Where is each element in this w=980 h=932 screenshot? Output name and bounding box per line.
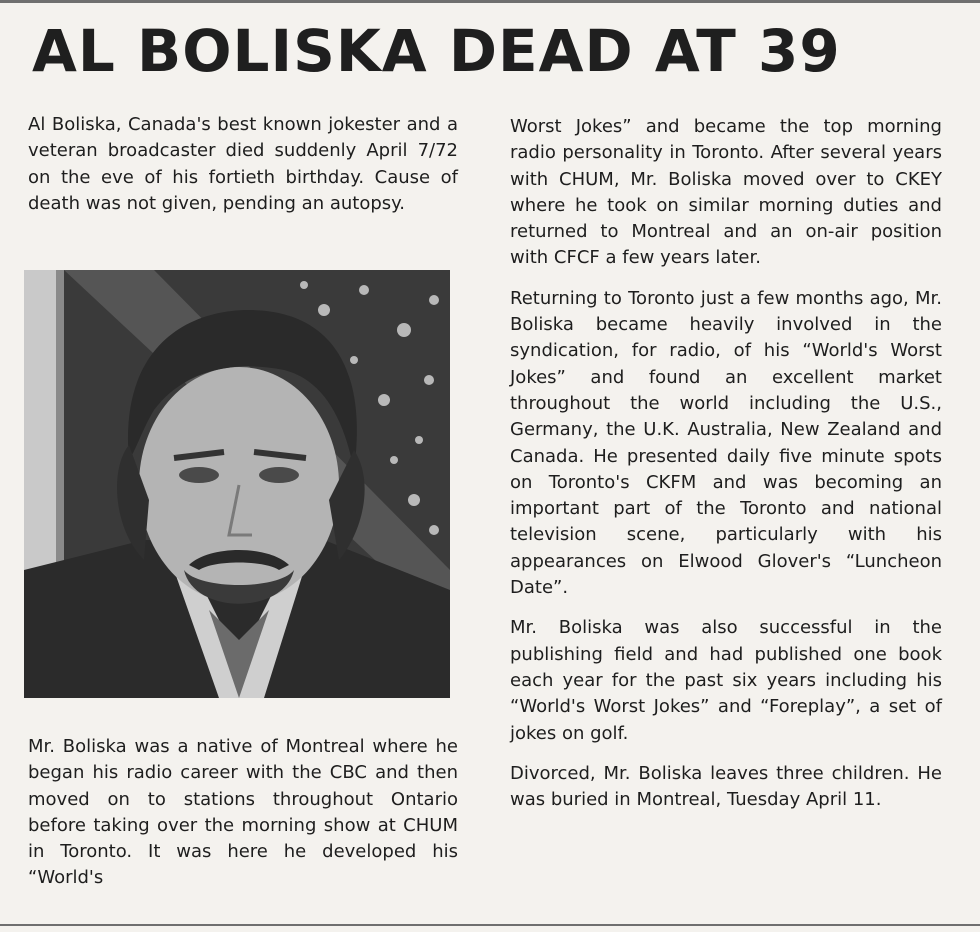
left-column-bottom xyxy=(28,734,458,906)
left-column-top xyxy=(28,112,458,231)
portrait-photo xyxy=(24,270,450,698)
paragraph-obituary-intro: Al Boliska, Canada's best known jokester and a veteran broadcaster died suddenly April 7/72 on the eve of his fortieth birthday. Cause of death was not given, pending an autopsy. xyxy=(28,114,458,214)
top-rule xyxy=(0,0,980,3)
headline: AL BOLISKA DEAD AT 39 xyxy=(32,17,841,85)
paragraph-publishing: Mr. Boliska was also successful in the publishing field and had published one book each year for the past six years including his “World's Worst Jokes” and “Foreplay”, a set of jokes on golf. xyxy=(510,617,942,744)
paragraph-syndication: Returning to Toronto just a few months ago, Mr. Boliska became heavily involved in the syndication, for radio, of his “World's Worst Jokes” and found an excellent market throughout the world including the U.S., Germany, the U.K. Australia, New Zealand and Canada. He presented daily five minute spots on Toronto's CKFM and was becoming an important part of the Toronto and national television scene, particularly with his appearances on Elwood Glover's “Luncheon Date”. xyxy=(510,287,942,599)
portrait-illustration xyxy=(24,270,450,698)
paragraph-career-start: Mr. Boliska was a native of Montreal where he began his radio career with the CBC and then moved on to stations throughout Ontario before taking over the morning show at CHUM in Toronto. It was here he developed his “World's xyxy=(28,736,458,889)
paragraph-survivors: Divorced, Mr. Boliska leaves three children. He was buried in Montreal, Tuesday April 11. xyxy=(510,762,942,811)
paragraph-career-continued: Worst Jokes” and became the top morning radio personality in Toronto. After several years with CHUM, Mr. Boliska moved over to CKEY where he took on similar morning duties and returned to Montreal and an on-air position with CFCF a few years later. xyxy=(510,116,942,269)
bottom-rule xyxy=(0,924,980,926)
right-column xyxy=(510,114,942,827)
